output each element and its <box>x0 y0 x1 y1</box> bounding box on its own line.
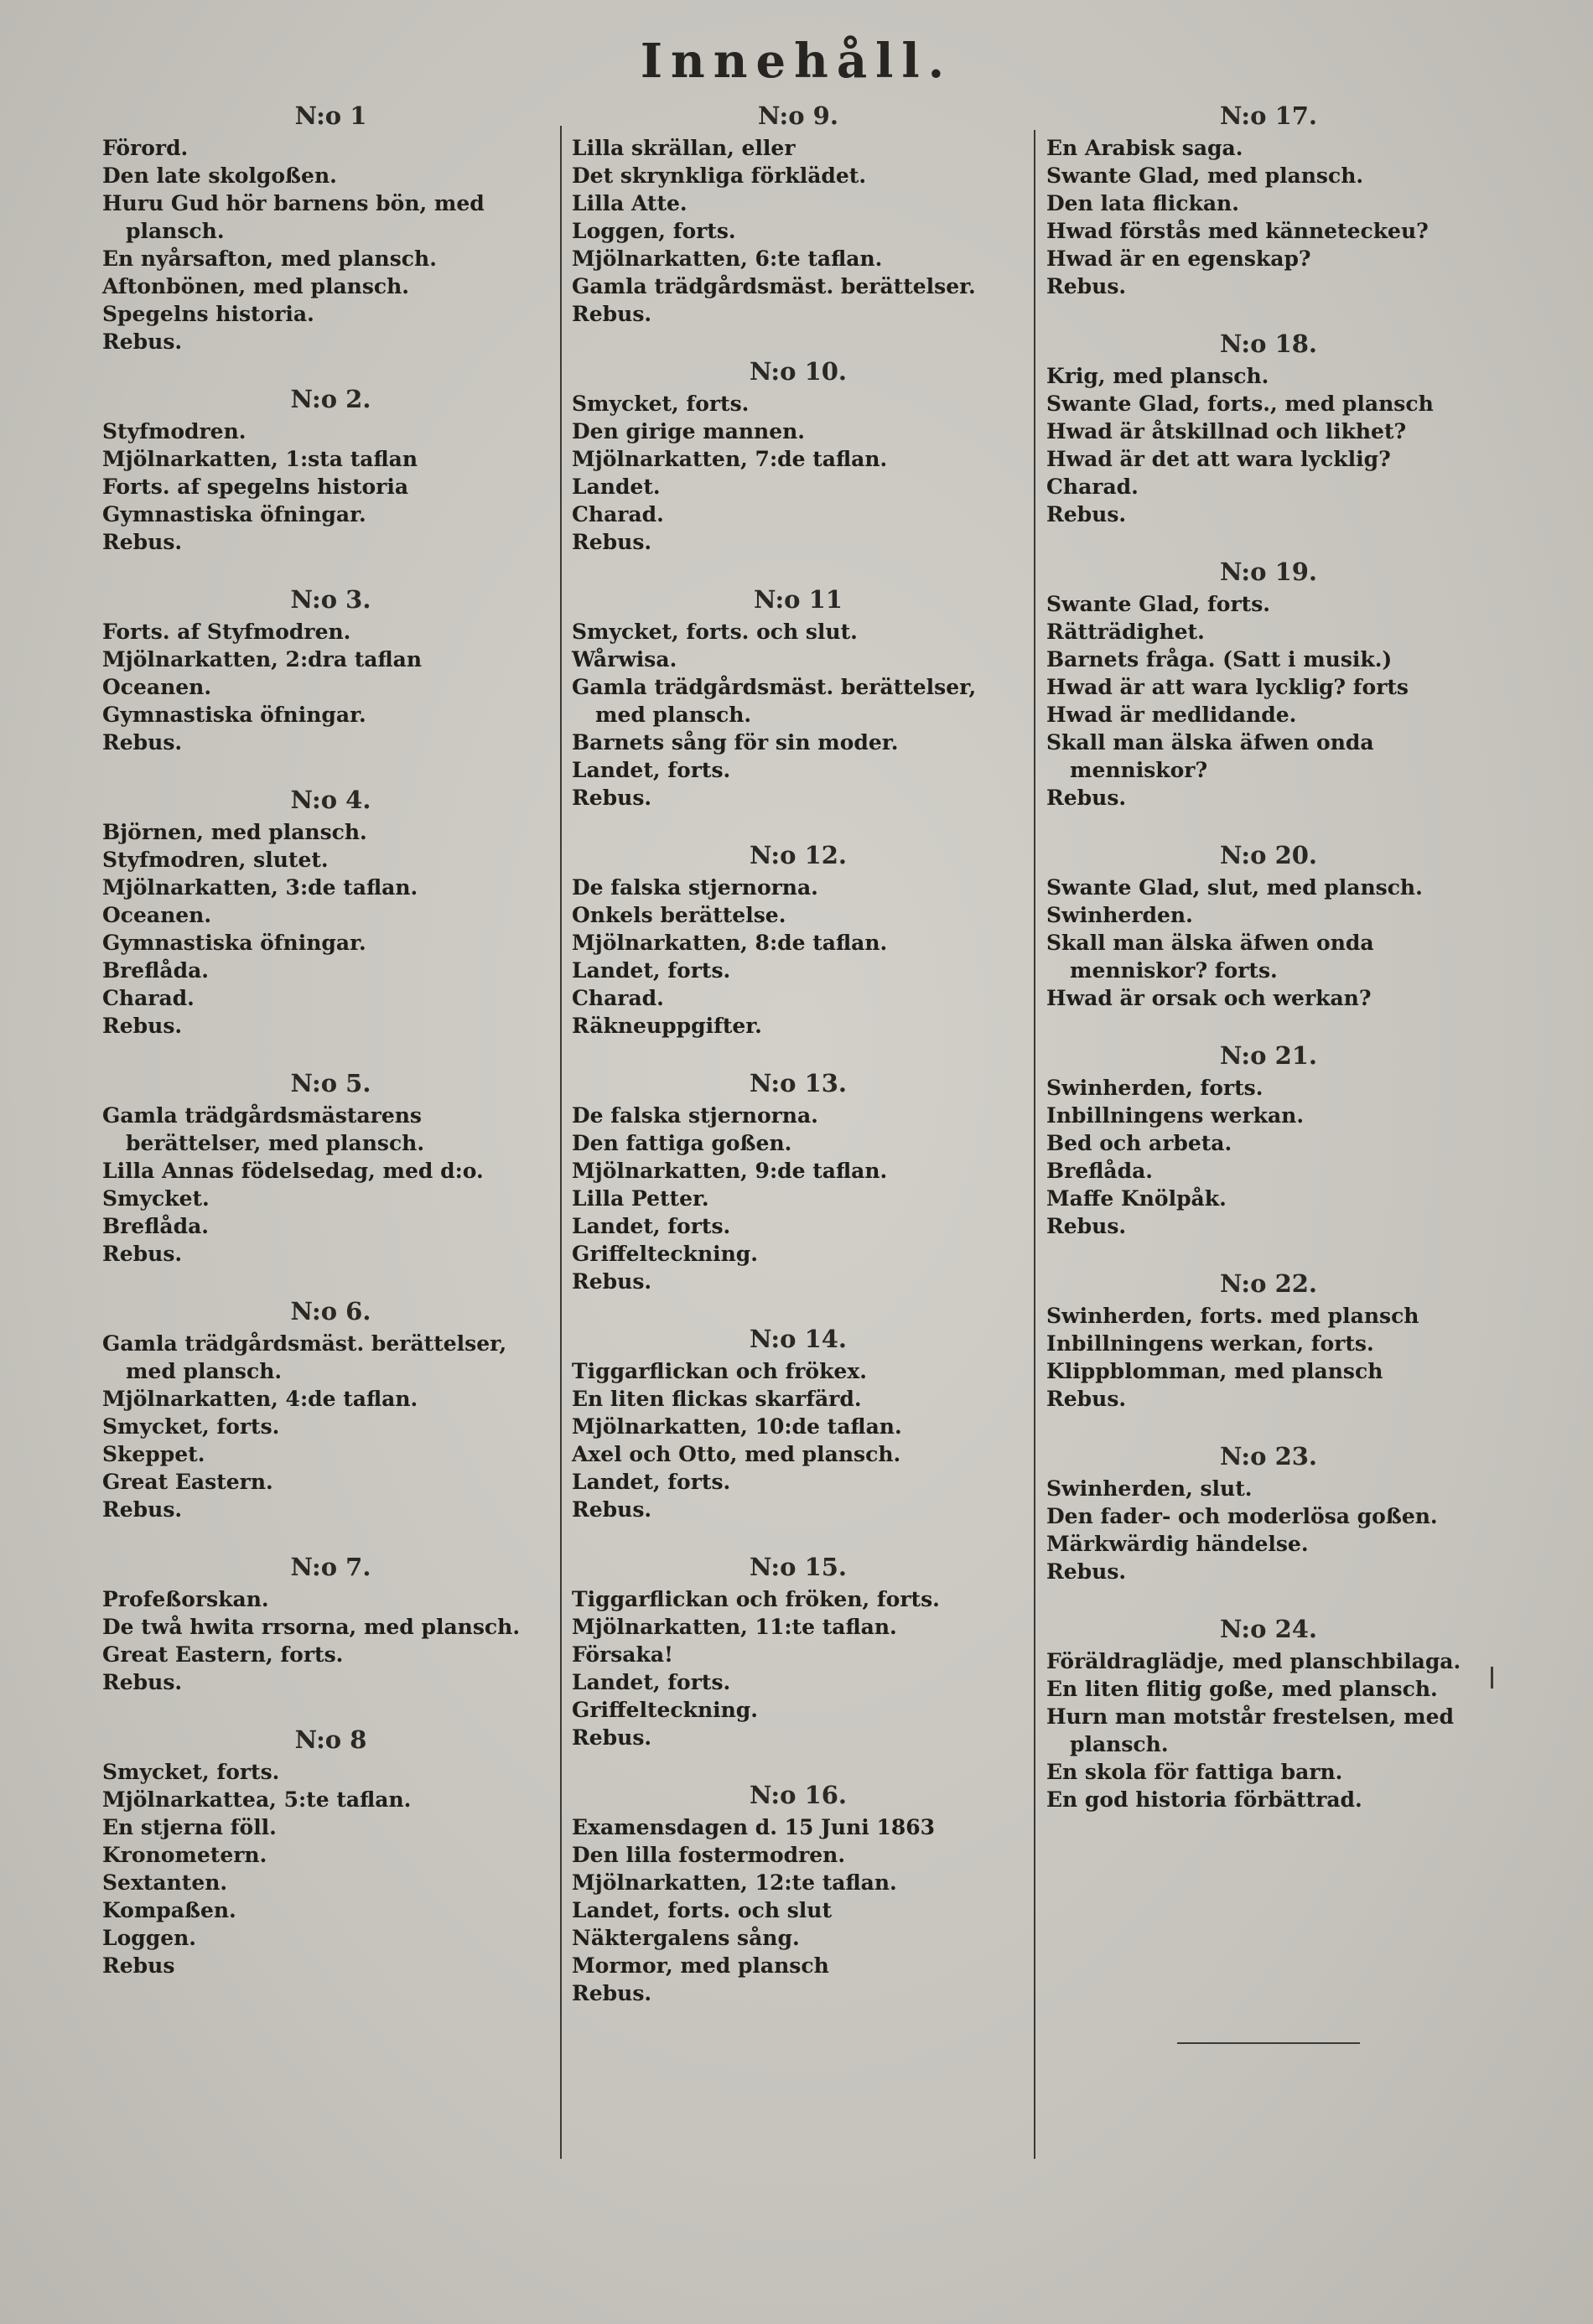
issue-section <box>102 1068 559 1268</box>
contents-entry: Rebus. <box>572 1269 652 1294</box>
contents-entry: Mjölnarkatten, 6:te taflan. <box>572 246 883 271</box>
issue-section <box>102 584 559 756</box>
contents-entry: Mormor, med plansch <box>572 1953 829 1978</box>
contents-entry: Mjölnarkatten, 1:sta taflan <box>102 447 418 471</box>
contents-entry: Björnen, med plansch. <box>102 820 367 844</box>
issue-section <box>1046 1040 1491 1240</box>
contents-entry: De twå hwita rrsorna, med plansch. <box>102 1615 521 1639</box>
contents-entry: Den lata flickan. <box>1046 191 1239 215</box>
contents-entry: Gamla trädgårdsmäst. berättelser, med plansch. <box>572 675 977 727</box>
contents-entry: Rebus. <box>1046 1559 1127 1584</box>
contents-entry: Hwad är att wara lycklig? forts <box>1046 675 1409 699</box>
issue-section <box>102 785 559 1040</box>
contents-entry: Räkneuppgifter. <box>572 1014 762 1038</box>
contents-column-3 <box>1046 101 1491 1842</box>
contents-entry: Smycket, forts. <box>102 1760 280 1784</box>
contents-entry: Mjölnarkatten, 8:de taflan. <box>572 931 888 955</box>
contents-entry: Profeßorskan. <box>102 1587 269 1611</box>
column-rule-right <box>1034 130 1035 2159</box>
contents-entry: Kronometern. <box>102 1843 267 1867</box>
contents-entry: Gymnastiska öfningar. <box>102 502 366 527</box>
contents-entry: Lilla skrällan, eller <box>572 136 796 160</box>
contents-entry: Inbillningens werkan, forts. <box>1046 1331 1374 1356</box>
contents-entry: Mjölnarkatten, 7:de taflan. <box>572 447 888 471</box>
contents-column-2 <box>572 101 1025 2036</box>
contents-entry: Great Eastern. <box>102 1470 273 1494</box>
issue-heading: N:o 17. <box>1219 101 1318 130</box>
contents-entry: Hwad är orsak och werkan? <box>1046 986 1372 1010</box>
contents-entry: Loggen. <box>102 1926 196 1950</box>
issue-heading: N:o 8 <box>294 1725 367 1754</box>
issue-section <box>572 356 1025 556</box>
contents-entry: Sextanten. <box>102 1870 228 1895</box>
issue-items <box>572 1813 1025 2007</box>
issue-items <box>1046 362 1491 528</box>
contents-entry: Swante Glad, slut, med plansch. <box>1046 875 1423 900</box>
issue-items <box>1046 590 1491 812</box>
contents-entry: En Arabisk saga. <box>1046 136 1243 160</box>
contents-entry: Breflåda. <box>1046 1159 1153 1183</box>
issue-items <box>1046 874 1491 1012</box>
issue-section <box>1046 101 1491 300</box>
contents-entry: Den fattiga goßen. <box>572 1131 792 1155</box>
issue-heading: N:o 9. <box>758 101 838 130</box>
contents-entry: Rebus. <box>1046 274 1127 298</box>
contents-entry: Bed och arbeta. <box>1046 1131 1232 1155</box>
contents-entry: Spegelns historia. <box>102 302 314 326</box>
issue-heading: N:o 16. <box>749 1781 848 1809</box>
issue-section <box>572 1324 1025 1523</box>
contents-entry: Hwad är medlidande. <box>1046 703 1297 727</box>
issue-items <box>572 618 1025 812</box>
contents-entry: Rebus. <box>102 1497 183 1522</box>
issue-items <box>1046 134 1491 300</box>
contents-entry: Oceanen. <box>102 903 212 927</box>
contents-entry: En liten flitig goße, med plansch. <box>1046 1677 1438 1701</box>
contents-entry: Rebus. <box>572 302 652 326</box>
contents-entry: Mjölnarkatten, 2:dra taflan <box>102 647 423 672</box>
contents-entry: Rätträdighet. <box>1046 620 1205 644</box>
issue-heading: N:o 11 <box>754 585 843 614</box>
contents-entry: Smycket, forts. <box>102 1414 280 1439</box>
contents-entry: Great Eastern, forts. <box>102 1642 344 1667</box>
contents-entry: Swinherden, slut. <box>1046 1476 1253 1501</box>
contents-entry: Den fader- och moderlösa goßen. <box>1046 1504 1438 1528</box>
contents-entry: Landet, forts. <box>572 958 731 983</box>
issue-section <box>1046 329 1491 528</box>
issue-section <box>1046 1441 1491 1585</box>
contents-entry: De falska stjernorna. <box>572 1103 818 1128</box>
issue-items <box>102 818 559 1040</box>
contents-entry: Rebus. <box>572 530 652 554</box>
contents-entry: Lilla Petter. <box>572 1186 709 1211</box>
issue-heading: N:o 15. <box>749 1553 848 1581</box>
issue-items <box>1046 1302 1491 1413</box>
contents-entry: Den girige mannen. <box>572 419 805 444</box>
contents-entry: Tiggarflickan och fröken, forts. <box>572 1587 940 1611</box>
contents-entry: En god historia förbättrad. <box>1046 1787 1362 1812</box>
contents-entry: Lilla Annas födelsedag, med d:o. <box>102 1159 484 1183</box>
issue-heading: N:o 3. <box>290 585 371 614</box>
contents-entry: Gamla trädgårdsmästarens berättelser, med plansch. <box>102 1103 425 1155</box>
issue-section <box>102 1552 559 1696</box>
contents-entry: Huru Gud hör barnens bön, med plansch. <box>102 191 485 243</box>
issue-items <box>572 390 1025 556</box>
contents-entry: Smycket. <box>102 1186 210 1211</box>
contents-entry: Mjölnarkatten, 11:te taflan. <box>572 1615 897 1639</box>
contents-entry: Griffelteckning. <box>572 1698 758 1722</box>
contents-entry: Kompaßen. <box>102 1898 236 1922</box>
contents-entry: Charad. <box>1046 475 1139 499</box>
contents-entry: Smycket, forts. <box>572 392 750 416</box>
contents-entry: Mjölnarkatten, 12:te taflan. <box>572 1870 897 1895</box>
contents-entry: Den lilla fostermodren. <box>572 1843 846 1867</box>
contents-entry: Barnets sång för sin moder. <box>572 730 899 755</box>
contents-entry: Gamla trädgårdsmäst. berättelser. <box>572 274 976 298</box>
contents-entry: Styfmodren, slutet. <box>102 848 329 872</box>
contents-entry: Skall man älska äfwen onda menniskor? forts. <box>1046 931 1374 983</box>
contents-entry: Mjölnarkatten, 10:de taflan. <box>572 1414 902 1439</box>
issue-heading: N:o 10. <box>749 357 848 386</box>
issue-section <box>572 840 1025 1040</box>
contents-entry: Loggen, forts. <box>572 219 736 243</box>
contents-entry: Griffelteckning. <box>572 1242 758 1266</box>
issue-section <box>572 101 1025 328</box>
issue-items <box>572 1102 1025 1295</box>
issue-items <box>1046 1647 1491 1813</box>
contents-entry: Forts. af Styfmodren. <box>102 620 351 644</box>
contents-entry: Rebus. <box>1046 1387 1127 1411</box>
contents-entry: Rebus. <box>102 329 183 354</box>
contents-entry: Märkwärdig händelse. <box>1046 1532 1309 1556</box>
issue-heading: N:o 14. <box>749 1325 848 1353</box>
contents-entry: Swante Glad, forts. <box>1046 592 1270 616</box>
contents-entry: Maffe Knölpåk. <box>1046 1186 1227 1211</box>
contents-entry: Smycket, forts. och slut. <box>572 620 858 644</box>
contents-entry: Swante Glad, forts., med plansch <box>1046 392 1434 416</box>
contents-entry: Mjölnarkatten, 4:de taflan. <box>102 1387 418 1411</box>
contents-entry: Rebus. <box>572 1981 652 2005</box>
contents-entry: Gamla trädgårdsmäst. berättelser, med plansch. <box>102 1331 507 1383</box>
issue-heading: N:o 13. <box>749 1069 848 1097</box>
issue-heading: N:o 2. <box>290 385 371 413</box>
issue-items <box>102 1758 559 1979</box>
contents-entry: Hwad är en egenskap? <box>1046 246 1311 271</box>
contents-entry: Hwad är åtskillnad och likhet? <box>1046 419 1407 444</box>
contents-entry: Klippblomman, med plansch <box>1046 1359 1383 1383</box>
issue-items <box>102 1102 559 1268</box>
contents-entry: Hwad är det att wara lycklig? <box>1046 447 1391 471</box>
contents-entry: Onkels berättelse. <box>572 903 786 927</box>
contents-entry: De falska stjernorna. <box>572 875 818 900</box>
contents-entry: Mjölnarkattea, 5:te taflan. <box>102 1787 412 1812</box>
contents-entry: Landet. <box>572 475 661 499</box>
contents-entry: Gymnastiska öfningar. <box>102 931 366 955</box>
contents-entry: Swinherden, forts. <box>1046 1076 1264 1100</box>
contents-entry: Landet, forts. och slut <box>572 1898 832 1922</box>
contents-entry: Wårwisa. <box>572 647 677 672</box>
contents-entry: Skeppet. <box>102 1442 205 1466</box>
issue-heading: N:o 21. <box>1219 1041 1318 1070</box>
contents-entry: Försaka! <box>572 1642 673 1667</box>
issue-items <box>1046 1074 1491 1240</box>
contents-entry: Landet, forts. <box>572 1670 731 1694</box>
contents-entry: Rebus <box>102 1953 175 1978</box>
contents-entry: Breflåda. <box>102 958 209 983</box>
contents-entry: Skall man älska äfwen onda menniskor? <box>1046 730 1374 782</box>
contents-entry: En stjerna föll. <box>102 1815 277 1839</box>
contents-entry: Rebus. <box>1046 786 1127 810</box>
column-rule-left <box>560 126 562 2159</box>
contents-entry: Charad. <box>102 986 195 1010</box>
contents-entry: Förord. <box>102 136 189 160</box>
contents-entry: Mjölnarkatten, 3:de taflan. <box>102 875 418 900</box>
contents-entry: Examensdagen d. 15 Juni 1863 <box>572 1815 936 1839</box>
contents-entry: Rebus. <box>102 730 183 755</box>
issue-section <box>1046 840 1491 1012</box>
issue-heading: N:o 19. <box>1219 558 1318 586</box>
issue-items <box>102 1330 559 1523</box>
issue-items <box>102 618 559 756</box>
issue-section <box>572 1552 1025 1751</box>
contents-column-1 <box>102 101 559 2008</box>
contents-entry: En skola för fattiga barn. <box>1046 1760 1343 1784</box>
contents-entry: En liten flickas skarfärd. <box>572 1387 862 1411</box>
issue-heading: N:o 12. <box>749 841 848 869</box>
issue-heading: N:o 18. <box>1219 329 1318 358</box>
issue-heading: N:o 24. <box>1219 1615 1318 1643</box>
contents-entry: Rebus. <box>1046 1214 1127 1238</box>
contents-entry: Landet, forts. <box>572 1470 731 1494</box>
issue-items <box>102 134 559 355</box>
issue-items <box>102 1585 559 1696</box>
page-title: Innehåll. <box>640 34 953 89</box>
issue-heading: N:o 7. <box>290 1553 371 1581</box>
contents-entry: Den late skolgoßen. <box>102 163 337 188</box>
contents-entry: Swinherden, forts. med plansch <box>1046 1304 1419 1328</box>
issue-heading: N:o 23. <box>1219 1442 1318 1471</box>
issue-heading: N:o 4. <box>290 786 371 814</box>
contents-entry: Swinherden. <box>1046 903 1193 927</box>
contents-entry: Gymnastiska öfningar. <box>102 703 366 727</box>
issue-section <box>572 584 1025 812</box>
contents-entry: Oceanen. <box>102 675 212 699</box>
contents-entry: Hurn man motstår frestelsen, med plansch. <box>1046 1704 1455 1756</box>
contents-entry: Aftonbönen, med plansch. <box>102 274 410 298</box>
contents-entry: Mjölnarkatten, 9:de taflan. <box>572 1159 888 1183</box>
end-rule <box>1177 2042 1360 2044</box>
issue-items <box>102 418 559 556</box>
contents-entry: Rebus. <box>102 530 183 554</box>
contents-entry: Krig, med plansch. <box>1046 364 1269 388</box>
contents-entry: Hwad förstås med känneteckeu? <box>1046 219 1429 243</box>
contents-entry: Charad. <box>572 502 664 527</box>
contents-entry: Det skrynkliga förklädet. <box>572 163 867 188</box>
issue-heading: N:o 20. <box>1219 841 1318 869</box>
issue-section <box>1046 557 1491 812</box>
contents-entry: En nyårsafton, med plansch. <box>102 246 437 271</box>
issue-section <box>1046 1614 1491 1813</box>
contents-entry: Rebus. <box>572 1497 652 1522</box>
contents-entry: Tiggarflickan och frökex. <box>572 1359 867 1383</box>
contents-entry: Rebus. <box>572 786 652 810</box>
contents-entry: Breflåda. <box>102 1214 209 1238</box>
contents-entry: Barnets fråga. (Satt i musik.) <box>1046 647 1393 672</box>
contents-entry: Axel och Otto, med plansch. <box>572 1442 901 1466</box>
stray-mark <box>1491 1667 1493 1689</box>
issue-section <box>102 384 559 556</box>
issue-section <box>572 1780 1025 2007</box>
issue-items <box>572 134 1025 328</box>
issue-heading: N:o 1 <box>294 101 367 130</box>
contents-entry: Landet, forts. <box>572 1214 731 1238</box>
issue-items <box>1046 1475 1491 1585</box>
issue-items <box>572 874 1025 1040</box>
contents-entry: Rebus. <box>572 1725 652 1750</box>
issue-items <box>572 1585 1025 1751</box>
contents-entry: Forts. af spegelns historia <box>102 475 409 499</box>
contents-entry: Näktergalens sång. <box>572 1926 800 1950</box>
issue-items <box>572 1357 1025 1523</box>
issue-section <box>102 101 559 355</box>
contents-entry: Inbillningens werkan. <box>1046 1103 1305 1128</box>
contents-entry: Rebus. <box>102 1670 183 1694</box>
contents-entry: Swante Glad, med plansch. <box>1046 163 1364 188</box>
contents-entry: Charad. <box>572 986 664 1010</box>
contents-entry: Landet, forts. <box>572 758 731 782</box>
contents-entry: Rebus. <box>102 1014 183 1038</box>
issue-section <box>1046 1268 1491 1413</box>
issue-heading: N:o 22. <box>1219 1269 1318 1298</box>
issue-heading: N:o 6. <box>290 1297 371 1325</box>
contents-entry: Rebus. <box>1046 502 1127 527</box>
contents-entry: Föräldraglädje, med planschbilaga. <box>1046 1649 1461 1673</box>
contents-entry: Rebus. <box>102 1242 183 1266</box>
issue-section <box>102 1296 559 1523</box>
contents-entry: Styfmodren. <box>102 419 246 444</box>
issue-section <box>102 1725 559 1979</box>
issue-heading: N:o 5. <box>290 1069 371 1097</box>
contents-entry: Lilla Atte. <box>572 191 688 215</box>
issue-section <box>572 1068 1025 1295</box>
